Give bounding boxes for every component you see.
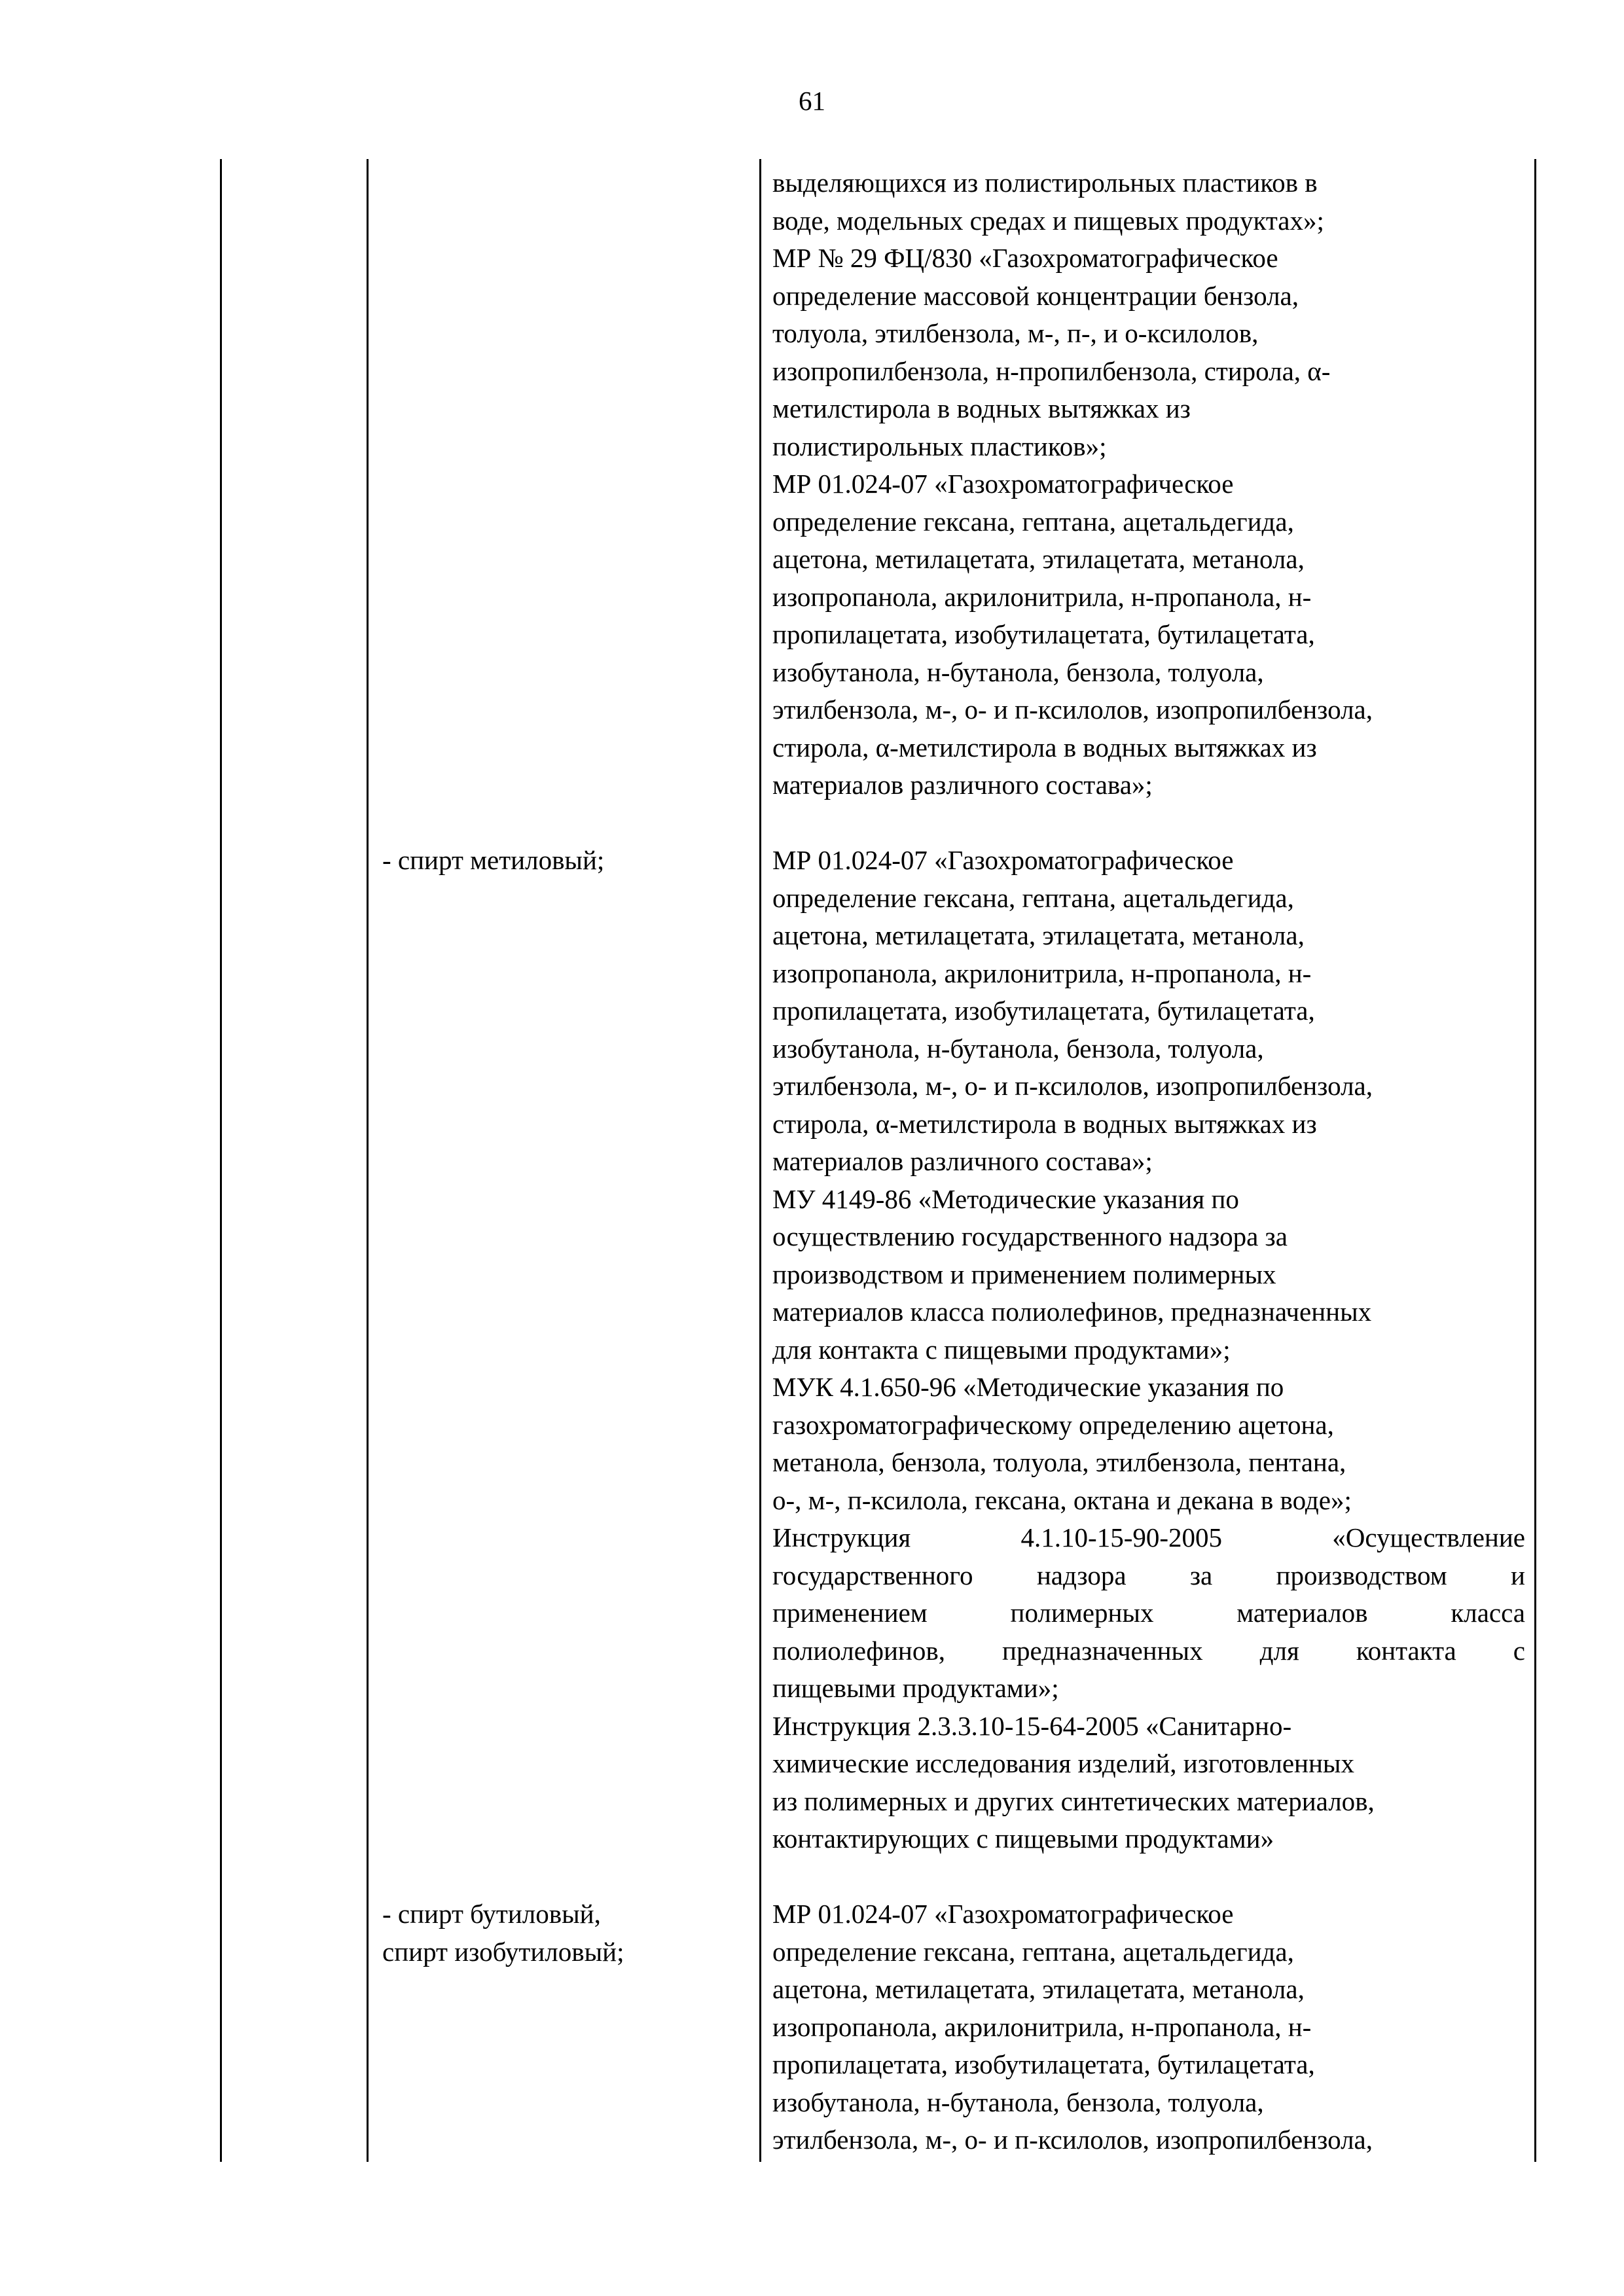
- word: надзора: [1036, 1560, 1127, 1590]
- text-line: изопропилбензола, н-пропилбензола, стирола, α-: [772, 355, 1331, 386]
- text-line: метанола, бензола, толуола, этилбензола, пентана,: [772, 1447, 1346, 1477]
- table-border-column-1: [367, 159, 369, 2162]
- table-border-left: [220, 159, 222, 2162]
- word: полимерных: [1010, 1598, 1154, 1628]
- text-line: пропилацетата, изобутилацетата, бутилацетата,: [772, 619, 1315, 649]
- text-line: стирола, α-метилстирола в водных вытяжках из: [772, 732, 1317, 762]
- text-line: этилбензола, м-, о- и п-ксилолов, изопропилбензола,: [772, 1071, 1373, 1101]
- text-line: ацетона, метилацетата, этилацетата, метанола,: [772, 544, 1305, 574]
- tail-lines-row-1: [772, 1670, 1525, 1858]
- text-line: изобутанола, н-бутанола, бензола, толуола,: [772, 656, 1264, 687]
- text-line: МР 01.024-07 «Газохроматографическое: [772, 469, 1234, 499]
- word: производством: [1276, 1560, 1447, 1590]
- justified-text-line: [772, 1519, 1525, 1557]
- text-line: спирт изобутиловый;: [382, 1936, 624, 1967]
- text-line: МР 01.024-07 «Газохроматографическое: [772, 845, 1234, 875]
- text-line: МР 01.024-07 «Газохроматографическое: [772, 1899, 1234, 1929]
- text-line: воде, модельных средах и пищевых продуктах»;: [772, 205, 1324, 236]
- text-line: пропилацетата, изобутилацетата, бутилацетата,: [772, 996, 1315, 1026]
- text-line: химические исследования изделий, изготовленных: [772, 1748, 1354, 1778]
- text-line: газохроматографическому определению ацетона,: [772, 1409, 1334, 1440]
- text-line: пропилацетата, изобутилацетата, бутилацетата,: [772, 2049, 1315, 2079]
- text-line: о-, м-, п-ксилола, гексана, октана и декана в воде»;: [772, 1484, 1352, 1515]
- word: материалов: [1236, 1598, 1368, 1628]
- text-line: выделяющихся из полистирольных пластиков в: [772, 168, 1318, 198]
- word: «Осуществление: [1332, 1522, 1525, 1552]
- text-line: производством и применением полимерных: [772, 1259, 1276, 1289]
- justified-lines-row-1: [772, 1519, 1525, 1670]
- table-border-column-2: [759, 159, 761, 2162]
- text-line: - спирт бутиловый,: [382, 1899, 601, 1929]
- word: государственного: [772, 1560, 973, 1590]
- text-line: пищевыми продуктами»;: [772, 1673, 1059, 1703]
- word: 4.1.10-15-90-2005: [1020, 1522, 1223, 1552]
- word: за: [1189, 1560, 1213, 1590]
- word: и: [1511, 1560, 1525, 1590]
- text-line: материалов класса полиолефинов, предназначенных: [772, 1297, 1372, 1327]
- word: класса: [1451, 1598, 1525, 1628]
- method-lines-row-1: [772, 842, 1525, 1519]
- text-line: для контакта с пищевыми продуктами»;: [772, 1334, 1231, 1365]
- text-line: осуществлению государственного надзора за: [772, 1221, 1288, 1251]
- justified-text-line: [772, 1557, 1525, 1595]
- text-line: Инструкция 2.3.3.10-15-64-2005 «Санитарно-: [772, 1710, 1292, 1741]
- word: полиолефинов,: [772, 1635, 945, 1666]
- text-line: МУ 4149-86 «Методические указания по: [772, 1183, 1239, 1214]
- text-line: толуола, этилбензола, м-, п-, и о-ксилолов,: [772, 318, 1259, 348]
- text-line: этилбензола, м-, о- и п-ксилолов, изопропилбензола,: [772, 694, 1373, 725]
- text-line: определение гексана, гептана, ацетальдегида,: [772, 1936, 1294, 1967]
- method-cell-row-0: [772, 164, 1525, 804]
- method-cell-row-1: [772, 842, 1525, 1858]
- text-line: стирола, α-метилстирола в водных вытяжках из: [772, 1108, 1317, 1139]
- word: контакта: [1356, 1635, 1456, 1666]
- word: для: [1259, 1635, 1299, 1666]
- text-line: определение гексана, гептана, ацетальдегида,: [772, 882, 1294, 913]
- text-line: полистирольных пластиков»;: [772, 431, 1107, 461]
- text-line: материалов различного состава»;: [772, 770, 1153, 800]
- method-cell-row-2: [772, 1895, 1525, 2159]
- substance-cell-row-1: [382, 842, 723, 880]
- text-line: - спирт метиловый;: [382, 845, 605, 875]
- table-border-right: [1534, 159, 1536, 2162]
- text-line: изопропанола, акрилонитрила, н-пропанола, н-: [772, 581, 1312, 612]
- text-line: этилбензола, м-, о- и п-ксилолов, изопропилбензола,: [772, 2125, 1373, 2155]
- text-line: контактирующих с пищевыми продуктами»: [772, 1823, 1274, 1854]
- text-line: изопропанола, акрилонитрила, н-пропанола, н-: [772, 2011, 1312, 2042]
- text-line: из полимерных и других синтетических материалов,: [772, 1785, 1375, 1816]
- text-line: определение массовой концентрации бензола,: [772, 280, 1299, 311]
- text-line: изобутанола, н-бутанола, бензола, толуола,: [772, 1033, 1264, 1064]
- text-line: метилстирола в водных вытяжках из: [772, 393, 1191, 423]
- word: предназначенных: [1002, 1635, 1203, 1666]
- word: Инструкция: [772, 1522, 911, 1552]
- justified-text-line: [772, 1632, 1525, 1670]
- text-line: МР № 29 ФЦ/830 «Газохроматографическое: [772, 243, 1278, 273]
- word: с: [1513, 1635, 1525, 1666]
- justified-text-line: [772, 1594, 1525, 1632]
- text-line: ацетона, метилацетата, этилацетата, метанола,: [772, 920, 1305, 950]
- page-number: 61: [799, 86, 825, 116]
- text-line: определение гексана, гептана, ацетальдегида,: [772, 506, 1294, 537]
- text-line: МУК 4.1.650-96 «Методические указания по: [772, 1372, 1284, 1402]
- text-line: изопропанола, акрилонитрила, н-пропанола, н-: [772, 958, 1312, 988]
- substance-cell-row-2: [382, 1895, 723, 1971]
- text-line: ацетона, метилацетата, этилацетата, метанола,: [772, 1974, 1305, 2004]
- text-line: материалов различного состава»;: [772, 1146, 1153, 1176]
- text-line: изобутанола, н-бутанола, бензола, толуола,: [772, 2087, 1264, 2117]
- word: применением: [772, 1598, 928, 1628]
